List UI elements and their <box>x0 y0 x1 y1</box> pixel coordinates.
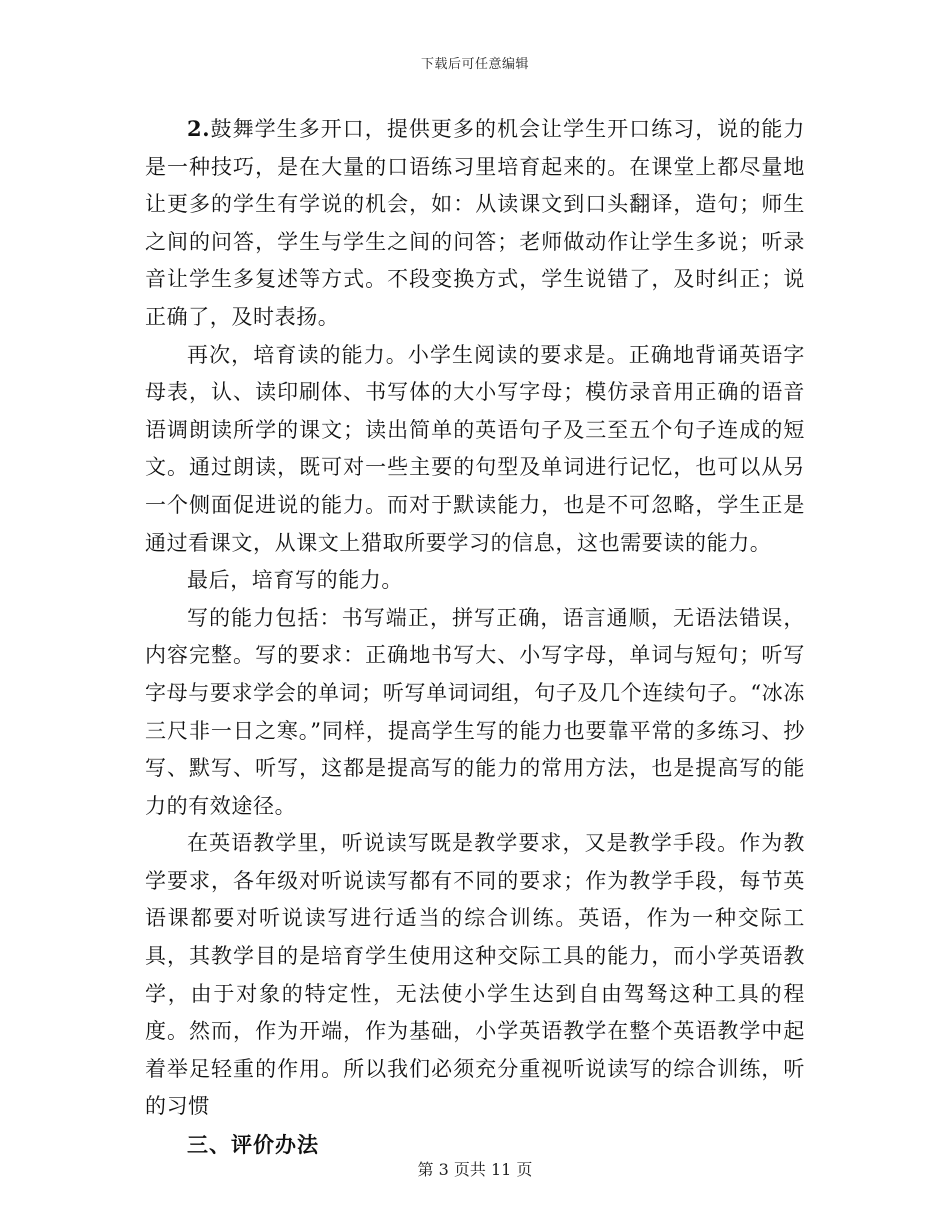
paragraph-speaking <box>145 110 805 337</box>
page-content <box>145 110 805 1164</box>
section-heading-evaluation: 三、评价办法 <box>187 1132 319 1158</box>
paragraph-reading: 再次，培育读的能力。小学生阅读的要求是。正确地背诵英语字母表，认、读印刷体、书写体的大小写字母；模仿录音用正确的语音语调朗读所学的课文；读出简单的英语句子及三至五个句子连成的短文。通过朗读，既可对一些主要的句型及单词进行记忆，也可以从另一个侧面促进说的能力。而对于默读能力，也是不可忽略，学生正是通过看课文，从课文上猎取所要学习的信息，这也需要读的能力。 <box>145 342 805 555</box>
page-footer: 第 3 页共 11 页 <box>417 1160 533 1179</box>
paragraph-number: 2. <box>187 116 211 141</box>
page-header: 下载后可任意编辑 <box>420 57 529 72</box>
paragraph-speaking-text: 鼓舞学生多开口，提供更多的机会让学生开口练习，说的能力是一种技巧，是在大量的口语练习里培育起来的。在课堂上都尽量地让更多的学生有学说的机会，如：从读课文到口头翻译，造句；师生之间的问答，学生与学生之间的问答；老师做动作让学生多说；听录音让学生多复述等方式。不段变换方式，学生说错了，及时纠正；说正确了，及时表扬。 <box>145 117 805 329</box>
paragraph-writing: 写的能力包括：书写端正，拼写正确，语言通顺，无语法错误，内容完整。写的要求：正确地书写大、小写字母，单词与短句；听写字母与要求学会的单词；听写单词词组，句子及几个连续句子。“冰冻三尺非一日之寒。”同样，提高学生写的能力也要靠平常的多练习、抄写、默写、听写，这都是提高写的能力的常用方法，也是提高写的能力的有效途径。 <box>145 605 805 818</box>
paragraph-writing-intro: 最后，培育写的能力。 <box>187 568 403 593</box>
paragraph-integrated-training: 在英语教学里，听说读写既是教学要求，又是教学手段。作为教学要求，各年级对听说读写都有不同的要求；作为教学手段，每节英语课都要对听说读写进行适当的综合训练。英语，作为一种交际工具，其教学目的是培育学生使用这种交际工具的能力，而小学英语教学，由于对象的特定性，无法使小学生达到自由驾驽这种工具的程度。然而，作为开端，作为基础，小学英语教学在整个英语教学中起着举足轻重的作用。所以我们必须充分重视听说读写的综合训练，听的习惯 <box>145 831 805 1119</box>
